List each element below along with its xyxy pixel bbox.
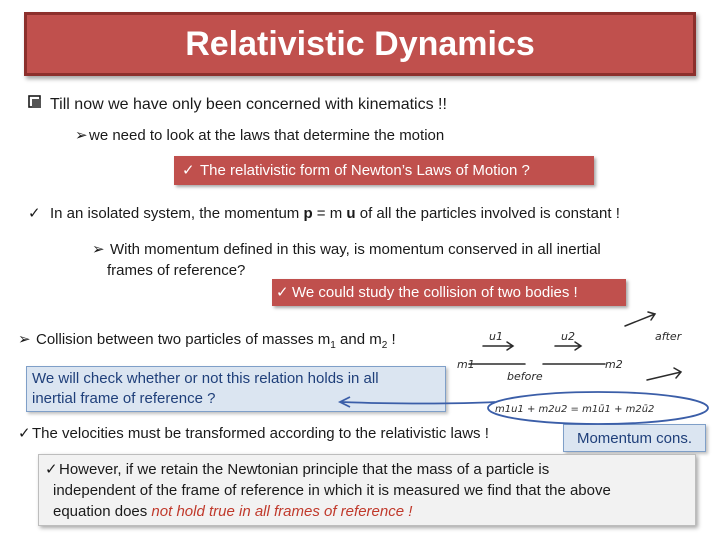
arrow-bullet-icon: ➢: [75, 127, 88, 144]
u2-bar-arrow-icon: [647, 368, 681, 380]
velocities-transformed-text: The velocities must be transformed according to the relativistic laws !: [32, 425, 489, 442]
u1-bar-arrow-icon: [625, 312, 655, 326]
title-banner: [24, 12, 696, 76]
m1-label: m1: [457, 358, 475, 371]
bullet-velocities-transformed: [18, 424, 489, 442]
newton-laws-box: [174, 156, 594, 185]
bullet-kinematics: [28, 95, 447, 114]
pointer-arrow: [330, 390, 500, 414]
newtonian-text-b: independent of the frame of reference in which it is measured we find that the above: [53, 482, 611, 499]
check-bullet-icon: ✓: [18, 425, 31, 442]
newtonian-line-a: [45, 459, 689, 480]
collision-text-pre: Collision between two particles of masses m: [36, 331, 331, 348]
pointer-arrow-icon: [340, 397, 495, 407]
check-relation-text-b: inertial frame of reference ?: [32, 390, 216, 407]
momentum-defined-text-b: frames of reference?: [107, 262, 246, 279]
arrow-bullet-icon: ➢: [92, 241, 105, 258]
bullet-kinematics-text: Till now we have only been concerned with kinematics !!: [50, 96, 447, 113]
momentum-symbol: p: [303, 205, 313, 222]
newtonian-line-c: [45, 501, 689, 522]
isolated-text-pre: In an isolated system, the momentum: [50, 205, 304, 222]
isolated-text-post: of all the particles involved is constant !: [355, 205, 620, 222]
page-title: Relativistic Dynamics: [185, 25, 535, 63]
bullet-laws-motion: [75, 126, 444, 144]
bullet-collision-masses: [18, 330, 396, 351]
not-hold-true-text: not hold true in all frames of reference !: [151, 503, 413, 520]
bullet-momentum-defined: [92, 240, 601, 258]
check-bullet-icon: ✓: [182, 162, 195, 179]
square-bullet-icon: [28, 95, 50, 114]
momentum-conservation-label: Momentum cons.: [563, 424, 706, 452]
check-bullet-icon: ✓: [28, 205, 41, 222]
mass-subscript-2: 2: [381, 340, 388, 351]
u2-label: u2: [561, 330, 575, 343]
bullet-laws-motion-text: we need to look at the laws that determine the motion: [89, 127, 445, 144]
u1-label: u1: [489, 330, 503, 343]
momentum-defined-text-a: With momentum defined in this way, is momentum conserved in all inertial: [110, 241, 601, 258]
check-relation-text-a: We will check whether or not this relation holds in all: [32, 370, 379, 387]
collision-study-text: We could study the collision of two bodies !: [292, 284, 578, 301]
before-label: before: [507, 370, 543, 383]
momentum-equation: m1u1 + m2u2 = m1ū1 + m2ū2: [495, 404, 655, 415]
newtonian-text-c: equation does: [53, 503, 152, 520]
isolated-text-eq: = m: [312, 205, 347, 222]
newtonian-principle-box: [38, 454, 696, 526]
check-bullet-icon: ✓: [45, 461, 58, 478]
bullet-isolated-system: [28, 204, 620, 222]
arrow-bullet-icon: ➢: [18, 331, 31, 348]
u2-arrow-icon: [555, 342, 581, 350]
collision-text-post: !: [387, 331, 396, 348]
after-label: after: [655, 330, 682, 343]
collision-text-mid: and m: [335, 331, 382, 348]
newtonian-text-a: However, if we retain the Newtonian principle that the mass of a particle is: [59, 461, 550, 478]
velocity-symbol: u: [346, 205, 356, 222]
mass-subscript-1: 1: [330, 340, 336, 351]
u1-arrow-icon: [483, 342, 513, 350]
newton-laws-text: The relativistic form of Newton’s Laws of Motion ?: [200, 162, 530, 179]
check-bullet-icon: ✓: [276, 284, 289, 301]
m2-label: m2: [605, 358, 623, 371]
